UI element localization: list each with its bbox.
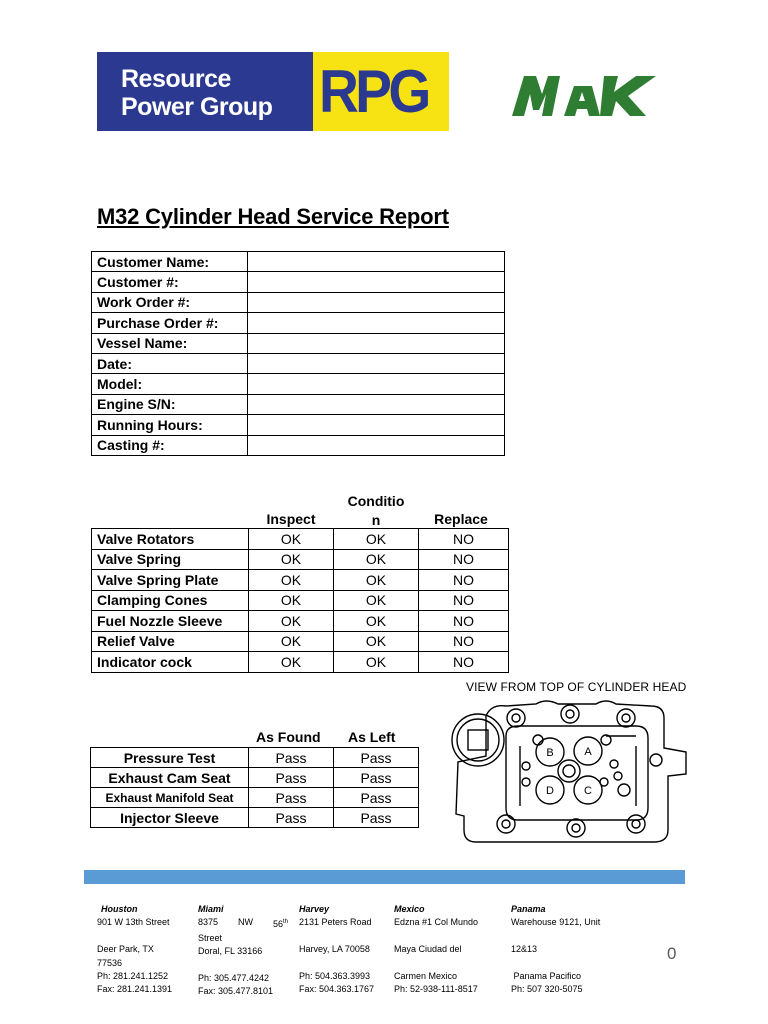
cylinder-head-diagram — [446, 696, 696, 846]
condition-item-label: Valve Spring — [92, 549, 249, 570]
condition-item-label: Clamping Cones — [92, 590, 249, 611]
header-as-left: As Left — [348, 729, 396, 745]
page-title: M32 Cylinder Head Service Report — [97, 204, 449, 229]
rpg-logo-text-block — [97, 52, 313, 131]
header-replace: Replace — [434, 511, 488, 527]
info-value-field[interactable] — [248, 333, 505, 353]
info-row — [92, 292, 505, 312]
info-value-field[interactable] — [248, 353, 505, 373]
footer-miami-street: Street — [198, 932, 223, 943]
footer-mexico-region: Carmen Mexico — [394, 971, 458, 982]
footer-houston-phone: Ph: 281.241.1252 — [97, 971, 169, 982]
as-found-cell[interactable]: Pass — [249, 788, 334, 808]
condition-cell[interactable]: OK — [334, 590, 419, 611]
condition-table — [91, 528, 509, 673]
rpg-logo — [97, 52, 449, 131]
page-number: 0 — [667, 944, 677, 963]
replace-cell[interactable]: NO — [419, 652, 509, 673]
footer-miami-address-dir: NW — [238, 917, 253, 928]
as-left-cell[interactable]: Pass — [334, 748, 419, 768]
info-value-field[interactable] — [248, 415, 505, 435]
footer-houston-city-line: Deer Park, TX — [97, 944, 154, 955]
footer-mexico-city-line: Maya Ciudad del — [394, 944, 462, 955]
footer-miami-address-street: 56 — [272, 919, 283, 930]
footer-harvey-city: Harvey — [299, 904, 330, 914]
condition-cell[interactable]: OK — [334, 570, 419, 591]
replace-cell[interactable]: NO — [419, 631, 509, 652]
footer-harvey-phone: Ph: 504.363.3993 — [299, 971, 371, 982]
pressure-row — [91, 748, 419, 768]
inspect-cell[interactable]: OK — [249, 590, 334, 611]
info-value-field[interactable] — [248, 272, 505, 292]
footer-harvey-city-line: Harvey, LA 70058 — [299, 944, 370, 955]
footer-panama-region: Panama Pacifico — [511, 971, 582, 982]
condition-item-label: Fuel Nozzle Sleeve — [92, 611, 249, 632]
as-found-cell[interactable]: Pass — [249, 768, 334, 788]
info-value-field[interactable] — [248, 313, 505, 333]
footer-houston-zip: 77536 — [97, 957, 123, 968]
replace-cell[interactable]: NO — [419, 611, 509, 632]
info-label: Customer Name: — [92, 252, 248, 272]
as-left-cell[interactable]: Pass — [334, 788, 419, 808]
footer-miami-address-number: 8375 — [198, 917, 219, 928]
replace-cell[interactable]: NO — [419, 590, 509, 611]
info-value-field[interactable] — [248, 292, 505, 312]
footer-houston-city: Houston — [101, 904, 138, 914]
condition-row — [92, 590, 509, 611]
condition-cell[interactable]: OK — [334, 631, 419, 652]
footer-mexico-address: Edzna #1 Col Mundo — [394, 917, 479, 928]
condition-cell[interactable]: OK — [334, 549, 419, 570]
replace-cell[interactable]: NO — [419, 570, 509, 591]
mak-logo — [512, 72, 664, 118]
footer-mexico-phone: Ph: 52-938-111-8517 — [394, 984, 478, 995]
condition-item-label: Relief Valve — [92, 631, 249, 652]
inspect-cell[interactable]: OK — [249, 611, 334, 632]
condition-row — [92, 611, 509, 632]
condition-cell[interactable]: OK — [334, 652, 419, 673]
info-row — [92, 313, 505, 333]
condition-item-label: Valve Rotators — [92, 529, 249, 550]
condition-row — [92, 570, 509, 591]
inspect-cell[interactable]: OK — [249, 570, 334, 591]
footer-panama-unit: 12&13 — [511, 944, 538, 955]
header-condition-line1: Conditio — [347, 493, 405, 509]
info-label: Purchase Order #: — [92, 313, 248, 333]
inspect-cell[interactable]: OK — [249, 631, 334, 652]
pressure-table-header — [248, 728, 418, 748]
footer-miami-city-line: Doral, FL 33166 — [198, 946, 263, 957]
footer-panama — [511, 903, 621, 997]
rpg-logo-line1: Resource — [121, 65, 231, 93]
info-row — [92, 435, 505, 455]
info-label: Running Hours: — [92, 415, 248, 435]
footer-miami-phone: Ph: 305.477.4242 — [198, 973, 270, 984]
info-row — [92, 353, 505, 373]
pressure-item-label: Injector Sleeve — [91, 808, 249, 828]
header-condition-line2: n — [371, 512, 381, 528]
condition-row — [92, 631, 509, 652]
info-row — [92, 374, 505, 394]
replace-cell[interactable]: NO — [419, 529, 509, 550]
pressure-test-table — [90, 747, 419, 828]
condition-row — [92, 652, 509, 673]
customer-info-table — [91, 251, 505, 456]
diagram-label-a: A — [584, 746, 592, 758]
footer-panama-phone: Ph: 507 320-5075 — [511, 984, 583, 995]
header-inspect: Inspect — [266, 511, 316, 527]
info-value-field[interactable] — [248, 374, 505, 394]
rpg-logo-line2: Power Group — [121, 93, 273, 121]
inspect-cell[interactable]: OK — [249, 529, 334, 550]
info-label: Engine S/N: — [92, 394, 248, 414]
info-label: Work Order #: — [92, 292, 248, 312]
inspect-cell[interactable]: OK — [249, 652, 334, 673]
info-label: Customer #: — [92, 272, 248, 292]
info-value-field[interactable] — [248, 435, 505, 455]
info-row — [92, 272, 505, 292]
info-value-field[interactable] — [248, 394, 505, 414]
footer-miami-city: Miami — [198, 904, 224, 914]
condition-item-label: Valve Spring Plate — [92, 570, 249, 591]
diagram-caption: VIEW FROM TOP OF CYLINDER HEAD — [466, 680, 687, 694]
footer-panama-city: Panama — [511, 904, 546, 914]
header-as-found: As Found — [256, 729, 321, 745]
condition-cell[interactable]: OK — [334, 529, 419, 550]
footer-harvey-address: 2131 Peters Road — [299, 917, 372, 928]
footer-houston-fax: Fax: 281.241.1391 — [97, 984, 173, 995]
footer-houston — [97, 903, 187, 997]
pressure-item-label: Exhaust Cam Seat — [91, 768, 249, 788]
info-value-field[interactable] — [248, 252, 505, 272]
rpg-logo-mark-block — [313, 52, 449, 131]
footer-harvey-fax: Fax: 504.363.1767 — [299, 984, 375, 995]
condition-cell[interactable]: OK — [334, 611, 419, 632]
header-condition — [340, 492, 412, 530]
pressure-item-label: Exhaust Manifold Seat — [91, 788, 249, 808]
footer-miami-fax: Fax: 305.477.8101 — [198, 986, 274, 997]
info-row — [92, 394, 505, 414]
footer-mexico — [394, 903, 504, 997]
info-row — [92, 252, 505, 272]
rpg-logo-mark: RPG — [319, 58, 428, 125]
info-label: Date: — [92, 353, 248, 373]
info-row — [92, 415, 505, 435]
as-found-cell[interactable]: Pass — [249, 748, 334, 768]
footer-miami-address-sup: th — [282, 919, 288, 926]
info-label: Casting #: — [92, 435, 248, 455]
condition-row — [92, 549, 509, 570]
footer-panama-address: Warehouse 9121, Unit — [511, 917, 601, 928]
replace-cell[interactable]: NO — [419, 549, 509, 570]
footer-harvey — [299, 903, 389, 997]
info-label: Vessel Name: — [92, 333, 248, 353]
diagram-label-b: B — [546, 747, 554, 759]
info-label: Model: — [92, 374, 248, 394]
pressure-row — [91, 808, 419, 828]
pressure-item-label: Pressure Test — [91, 748, 249, 768]
as-found-cell[interactable]: Pass — [249, 808, 334, 828]
as-left-cell[interactable]: Pass — [334, 808, 419, 828]
footer-mexico-city: Mexico — [394, 904, 425, 914]
condition-row — [92, 529, 509, 550]
diagram-label-c: C — [584, 785, 592, 797]
footer-houston-address: 901 W 13th Street — [97, 917, 170, 928]
pressure-row — [91, 788, 419, 808]
condition-item-label: Indicator cock — [92, 652, 249, 673]
footer-miami — [198, 903, 288, 999]
condition-table-header — [248, 490, 506, 528]
footer-miami-address — [198, 916, 288, 931]
as-left-cell[interactable]: Pass — [334, 768, 419, 788]
footer-divider-bar — [84, 870, 685, 884]
inspect-cell[interactable]: OK — [249, 549, 334, 570]
diagram-label-d: D — [546, 785, 554, 797]
info-row — [92, 333, 505, 353]
pressure-row — [91, 768, 419, 788]
